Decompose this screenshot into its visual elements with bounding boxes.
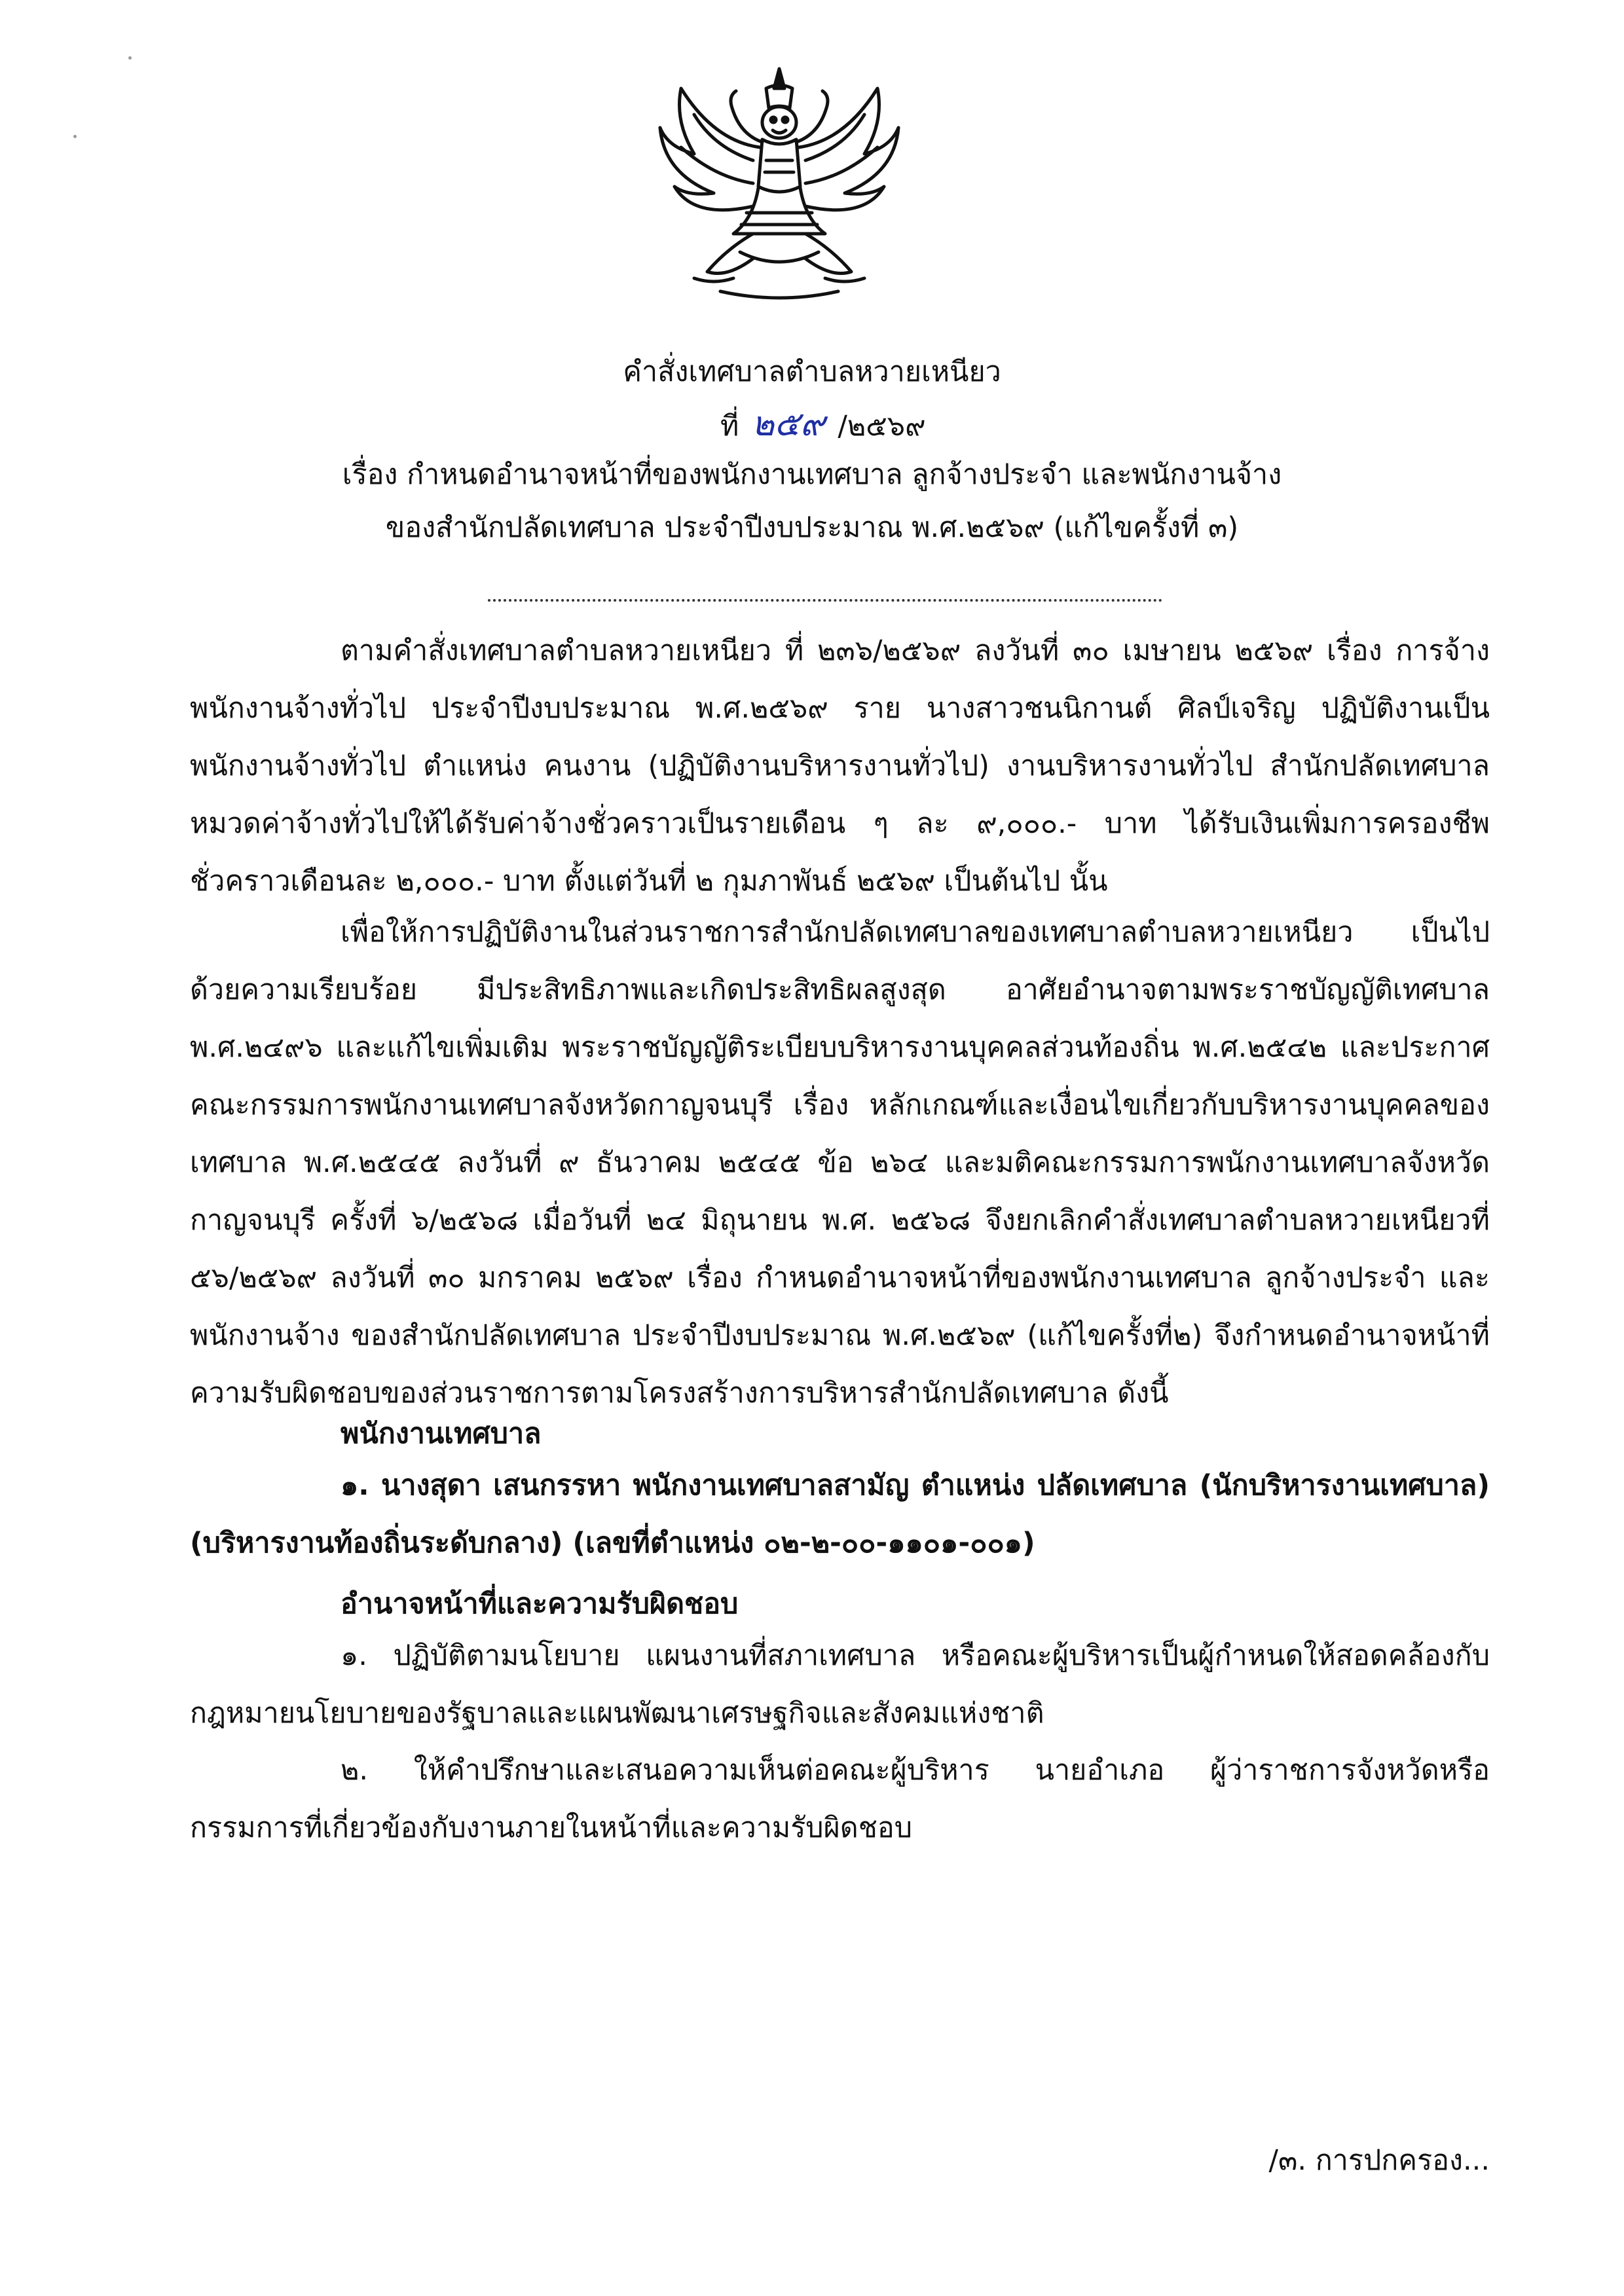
order-title: คำสั่งเทศบาลตำบลหวายเหนียว — [623, 355, 1001, 388]
scan-speck — [73, 135, 77, 138]
duty-item-1: ๑. ปฏิบัติตามนโยบาย แผนงานที่สภาเทศบาล หรือคณะผู้บริหารเป็นผู้กำหนดให้สอดคล้องกับกฎหมายนโยบายของรัฐบาลและแผนพัฒนาเศรษฐกิจและสังคมแห่งชาติ — [190, 1639, 1490, 1730]
duty-item-2: ๒. ให้คำปรึกษาและเสนอความเห็นต่อคณะผู้บริหาร นายอำเภอ ผู้ว่าราชการจังหวัดหรือกรรมการที่เกี่ยวข้องกับงานภายในหน้าที่และความรับผิดชอบ — [190, 1754, 1490, 1844]
number-year: /๒๕๖๙ — [838, 410, 926, 443]
staff-entry: ๑. นางสุดา เสนกรรหา พนักงานเทศบาลสามัญ ตำแหน่ง ปลัดเทศบาล (นักบริหารงานเทศบาล) (บริหารงานท้องถิ่นระดับกลาง) (เลขที่ตำแหน่ง ๐๒-๒-๐๐-๑๑๐๑-๐๐๑) — [190, 1469, 1490, 1559]
section-heading-municipal-staff: พนักงานเทศบาล — [341, 1417, 542, 1450]
paragraph-authority: เพื่อให้การปฏิบัติงานในส่วนราชการสำนักปลัดเทศบาลของเทศบาลตำบลหวายเหนียว เป็นไปด้วยความเรียบร้อย มีประสิทธิภาพและเกิดประสิทธิผลสูงสุด อาศัยอำนาจตามพระราชบัญญัติเทศบาล พ.ศ.๒๔๙๖ และแก้ไขเพิ่มเติม พระราชบัญญัติระเบียบบริหารงานบุคคลส่วนท้องถิ่น พ.ศ.๒๕๔๒ และประกาศคณะกรรมการพนักงานเทศบาลจังหวัดกาญจนบุรี เรื่อง หลักเกณฑ์และเงื่อนไขเกี่ยวกับบริหารงานบุคคลของเทศบาล พ.ศ.๒๕๔๕ ลงวันที่ ๙ ธันวาคม ๒๕๔๕ ข้อ ๒๖๔ และมติคณะกรรมการพนักงานเทศบาลจังหวัดกาญจนบุรี ครั้งที่ ๖/๒๕๖๘ เมื่อวันที่ ๒๔ มิถุนายน พ.ศ. ๒๕๖๘ จึงยกเลิกคำสั่งเทศบาลตำบลหวายเหนียวที่ ๕๖/๒๕๖๙ ลงวันที่ ๓๐ มกราคม ๒๕๖๙ เรื่อง กำหนดอำนาจหน้าที่ของพนักงานเทศบาล ลูกจ้างประจำ และพนักงานจ้าง ของสำนักปลัดเทศบาล ประจำปีงบประมาณ พ.ศ.๒๕๖๙ (แก้ไขครั้งที่๒) จึงกำหนดอำนาจหน้าที่ความรับผิดชอบของส่วนราชการตามโครงสร้างการบริหารสำนักปลัดเทศบาล ดังนี้ — [190, 916, 1490, 1410]
order-number — [720, 396, 926, 450]
handwritten-number: ๒๕๙ — [752, 405, 825, 444]
number-prefix: ที่ — [720, 410, 739, 443]
garuda-emblem-icon — [655, 62, 904, 308]
dotted-divider — [488, 599, 1162, 602]
paragraph-order-reference: ตามคำสั่งเทศบาลตำบลหวายเหนียว ที่ ๒๓๖/๒๕๖๙ ลงวันที่ ๓๐ เมษายน ๒๕๖๙ เรื่อง การจ้างพนักงานจ้างทั่วไป ประจำปีงบประมาณ พ.ศ.๒๕๖๙ ราย นางสาวชนนิกานต์ ศิลป์เจริญ ปฏิบัติงานเป็นพนักงานจ้างทั่วไป ตำแหน่ง คนงาน (ปฏิบัติงานบริหารงานทั่วไป) งานบริหารงานทั่วไป สำนักปลัดเทศบาล หมวดค่าจ้างทั่วไปให้ได้รับค่าจ้างชั่วคราวเป็นรายเดือน ๆ ละ ๙,๐๐๐.- บาท ได้รับเงินเพิ่มการครองชีพชั่วคราวเดือนละ ๒,๐๐๐.- บาท ตั้งแต่วันที่ ๒ กุมภาพันธ์ ๒๕๖๙ เป็นต้นไป นั้น — [190, 634, 1490, 898]
duties-heading: อำนาจหน้าที่และความรับผิดชอบ — [341, 1588, 739, 1620]
continuation-marker: /๓. การปกครอง... — [1268, 2144, 1490, 2177]
subject-line-2: ของสำนักปลัดเทศบาล ประจำปีงบประมาณ พ.ศ.๒๕๖๙ (แก้ไขครั้งที่ ๓) — [385, 511, 1239, 544]
subject-line-1: เรื่อง กำหนดอำนาจหน้าที่ของพนักงานเทศบาล ลูกจ้างประจำ และพนักงานจ้าง — [342, 458, 1282, 491]
scan-speck — [128, 56, 132, 60]
